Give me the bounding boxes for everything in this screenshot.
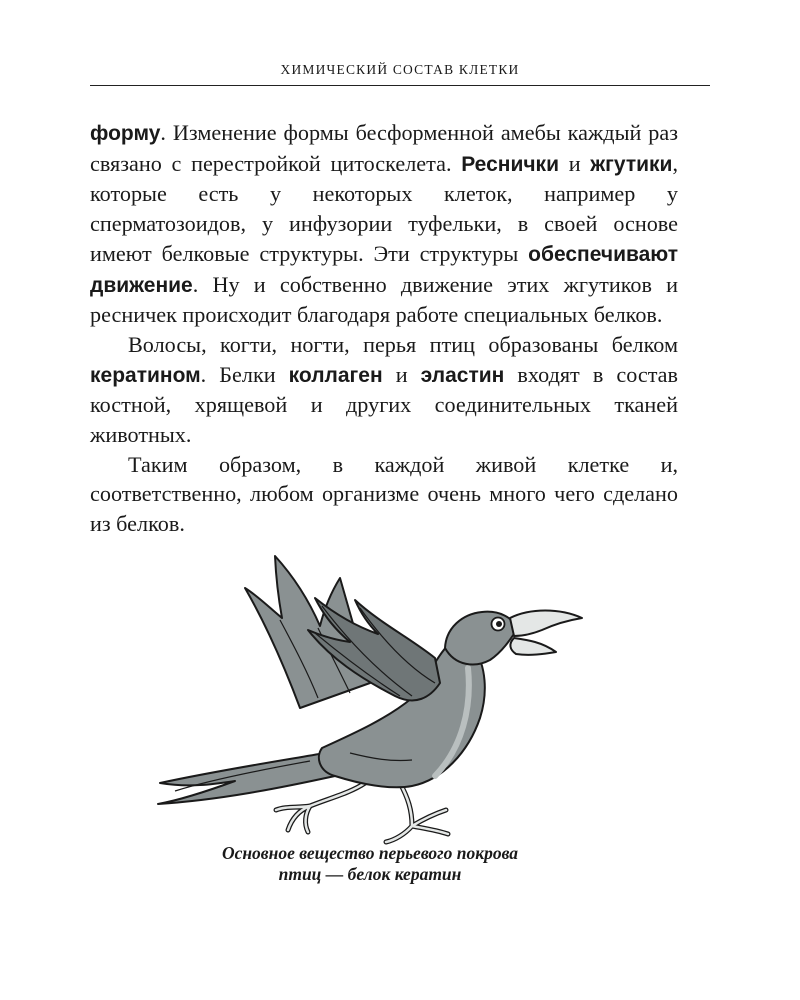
term-elastin: эластин [420, 363, 505, 387]
body-text [90, 118, 678, 539]
crow-beak-upper [510, 611, 582, 637]
crow-beak-lower [510, 638, 556, 655]
crow-illustration-icon [150, 548, 590, 848]
figure-caption [150, 843, 590, 885]
header-rule [90, 85, 710, 86]
caption-line-1: Основное вещество перьевого покрова [221, 843, 519, 863]
term-collagen: коллаген [288, 363, 383, 387]
paragraph-2: Волосы, когти, ногти, перья птиц образованы белком кератином. Белки коллаген и эластин входят в состав костной, хрящевой и других соединительных тканей животных. [90, 331, 678, 448]
term-shape: форму [90, 122, 161, 145]
term-keratin: кератином [90, 363, 201, 387]
crow-figure [150, 548, 590, 848]
paragraph-1: форму. Изменение формы бесформенной амебы каждый раз связано с перестройкой цитоскелета. Реснички и жгутики, которые есть у некоторых клеток, например у сперматозоидов, у инфузории туфельки, в своей основе имеют белковые структуры. Эти структуры обеспечивают движение. Ну и собственно движение этих жгутиков и ресничек происходит благодаря работе специальных белков. [90, 120, 678, 328]
caption-line-2: птиц — белок кератин [278, 864, 462, 884]
term-flagella: жгутики [590, 152, 673, 176]
term-cilia: Реснички [461, 152, 559, 176]
crow-tail [158, 753, 335, 804]
term-movement: обеспечивают движение [90, 242, 678, 297]
paragraph-3: Таким образом, в каждой живой клетке и, соответственно, любом организме очень много чего сделано из белков. [90, 451, 678, 537]
running-header: ХИМИЧЕСКИЙ СОСТАВ КЛЕТКИ [280, 62, 520, 77]
crow-head [445, 612, 518, 665]
